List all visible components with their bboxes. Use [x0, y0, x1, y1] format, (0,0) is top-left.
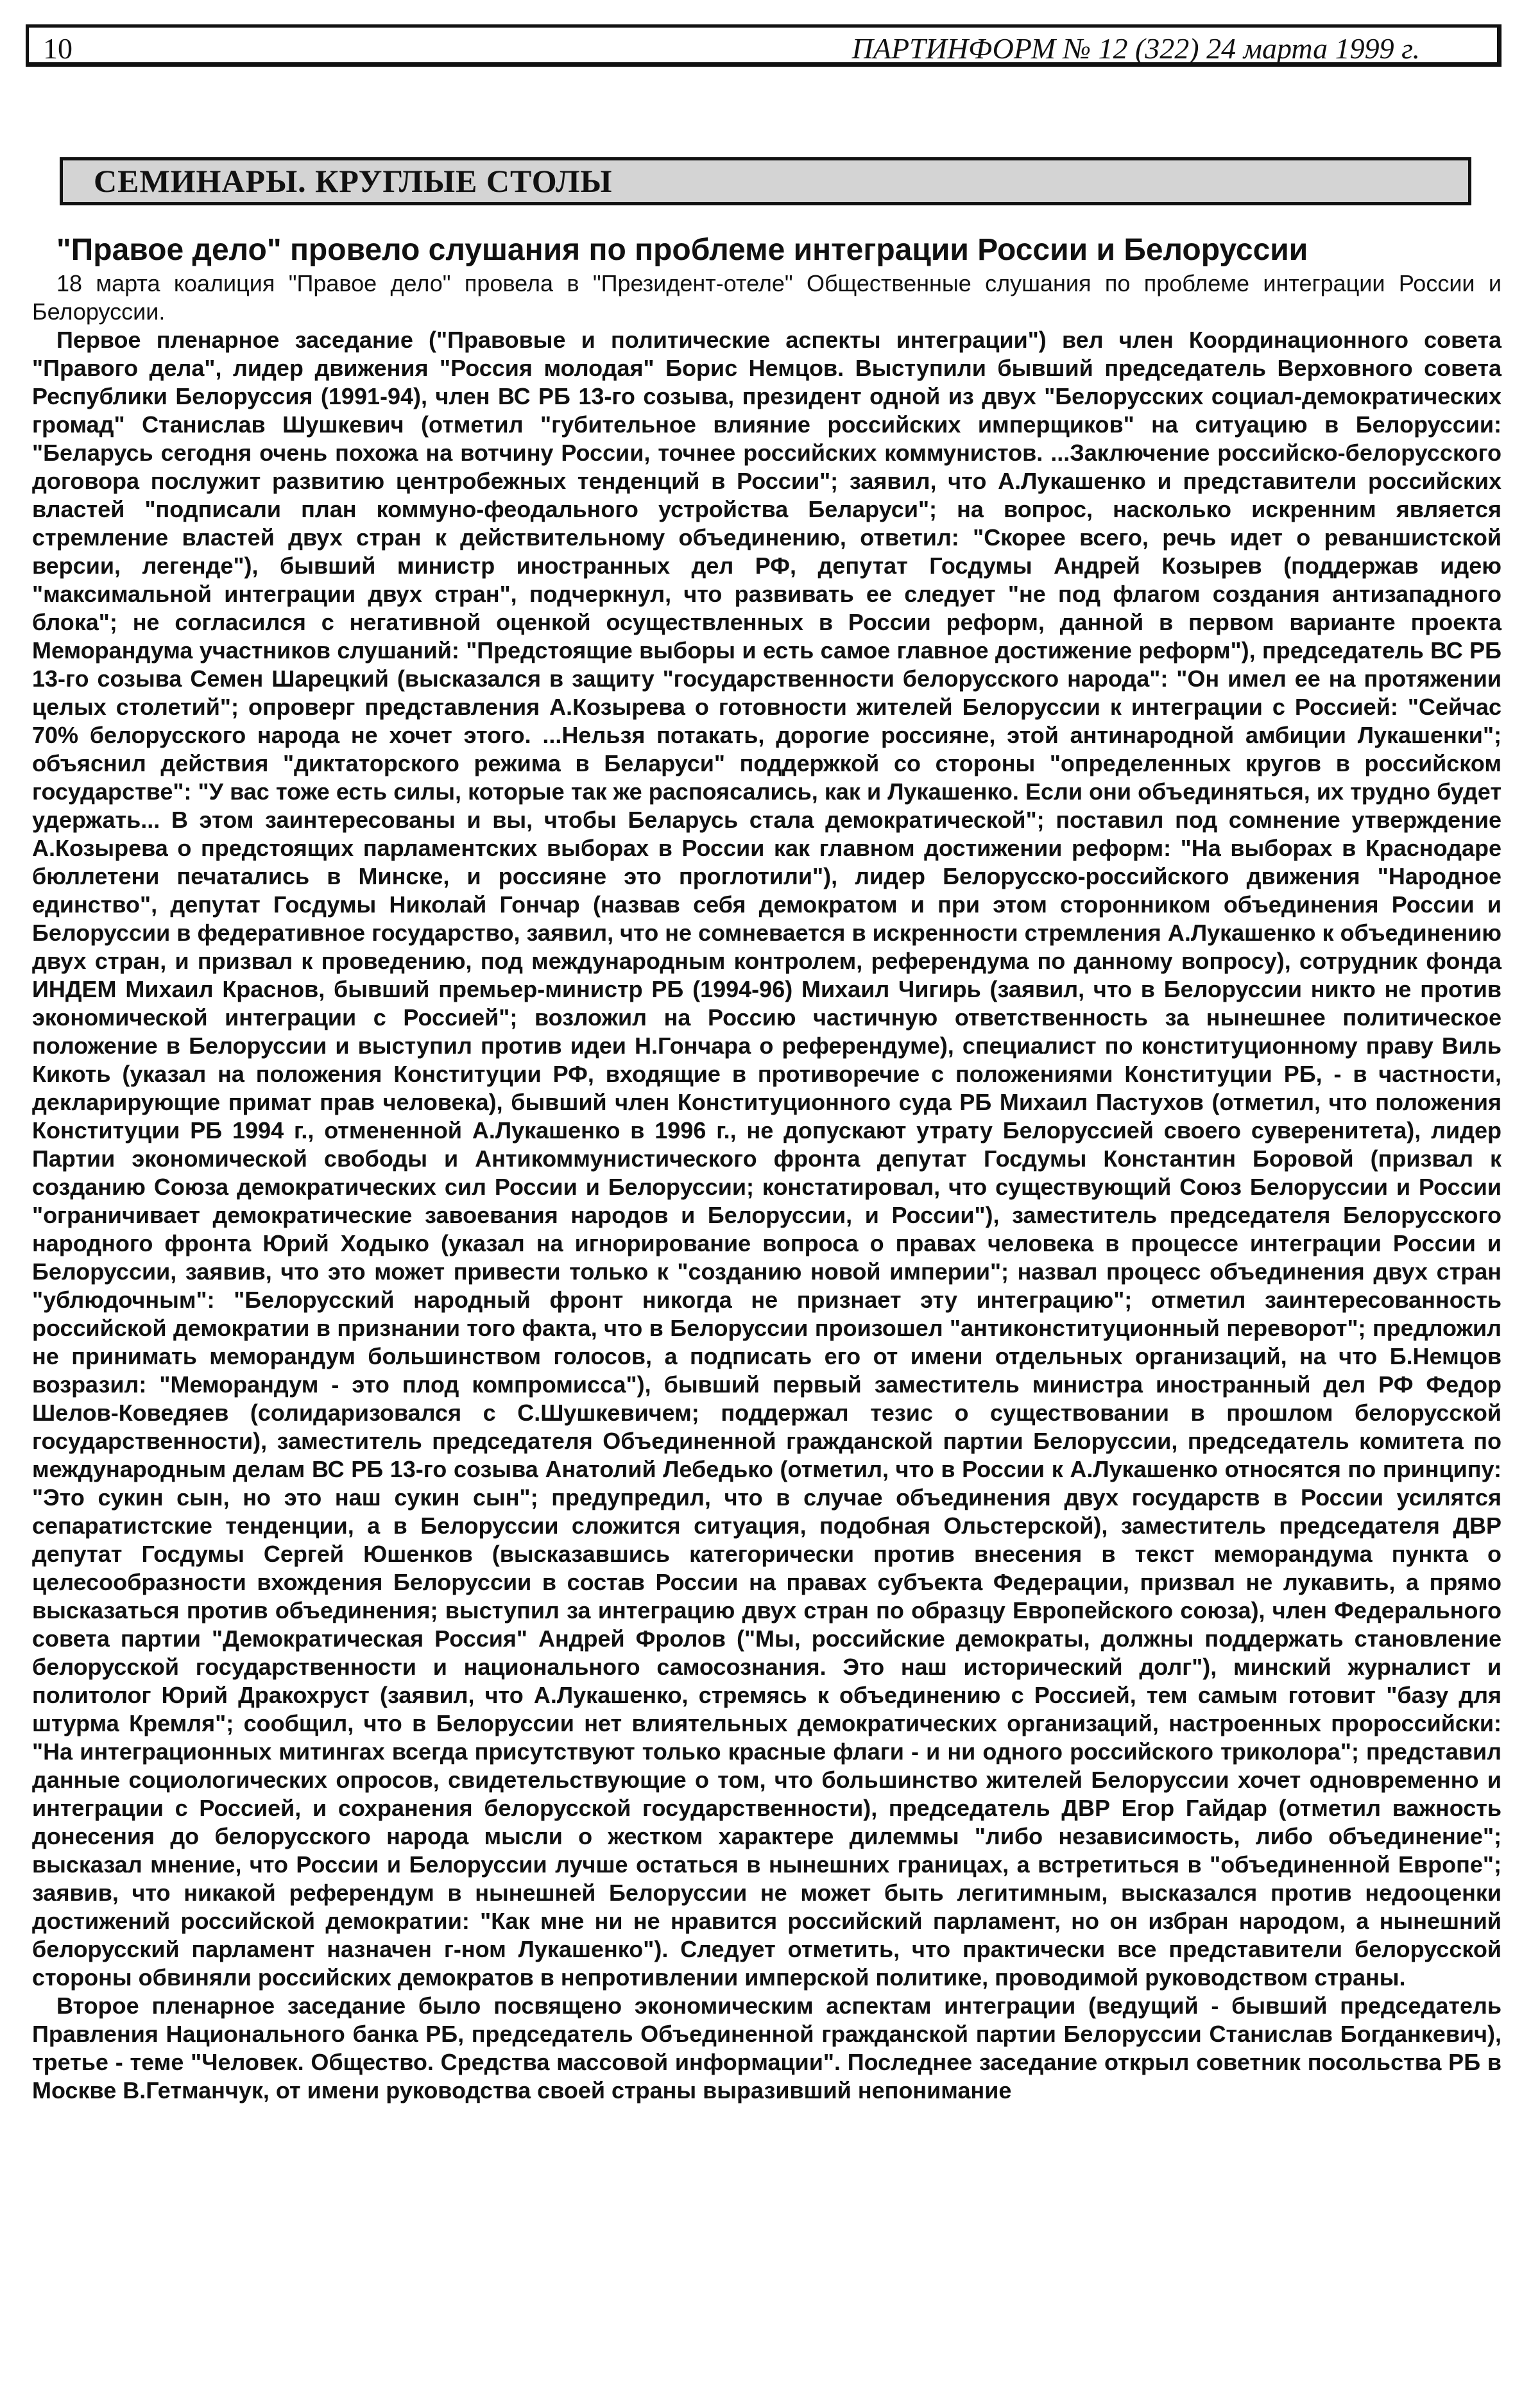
- article-title: "Правое дело" провело слушания по проблеме интеграции России и Белоруссии: [56, 233, 1308, 267]
- page-header: [26, 24, 1502, 67]
- lead-paragraph: 18 марта коалиция "Правое дело" провела в "Президент-отеле" Общественные слушания по проблеме интеграции России и Белоруссии.: [32, 270, 1502, 325]
- second-paragraph: Второе пленарное заседание было посвящено экономическим аспектам интеграции (ведущий - бывший председатель Правления Национального банка РБ, председатель Объединенной гражданской партии Белоруссии Станислав Богданкевич), третье - теме "Человек. Общество. Средства массовой информации". Последнее заседание открыл советник посольства РБ в Москве В.Гетманчук, от имени руководства своей страны выразивший непонимание: [32, 1992, 1502, 2104]
- article-body: [32, 270, 1502, 2105]
- page-number: 10: [43, 32, 73, 65]
- issue-info: ПАРТИНФОРМ № 12 (322) 24 марта 1999 г.: [851, 32, 1420, 65]
- main-paragraph: Первое пленарное заседание ("Правовые и политические аспекты интеграции") вел член Координационного совета "Правого дела", лидер движения "Россия молодая" Борис Немцов. Выступили бывший председатель Верховного совета Республики Белоруссия (1991-94), член ВС РБ 13-го созыва, президент одной из двух "Белорусских социал-демократических громад" Станислав Шушкевич (отметил "губительное влияние российских имперщиков" на ситуацию в Белоруссии: "Беларусь сегодня очень похожа на вотчину России, точнее российских коммунистов. ...Заключение российско-белорусского договора послужит развитию центробежных тенденций в России"; заявил, что А.Лукашенко и представители российских властей "подписали план коммуно-феодального устройства Беларуси"; на вопрос, насколько искренним является стремление властей двух стран к действительному объединению, ответил: "Скорее всего, речь идет о реваншистской версии, легенде"), бывший министр иностранных дел РФ, депутат Госдумы Андрей Козырев (поддержав идею "максимальной интеграции двух стран", подчеркнул, что развивать ее следует "не под флагом создания антизападного блока"; не согласился с негативной оценкой осуществленных в России реформ, данной в первом варианте проекта Меморандума участников слушаний: "Предстоящие выборы и есть самое главное достижение реформ"), председатель ВС РБ 13-го созыва Семен Шарецкий (высказался в защиту "государственности белорусского народа": "Он имел ее на протяжении целых столетий"; опроверг представления А.Козырева о готовности жителей Белоруссии к интеграции с Россией: "Сейчас 70% белорусского народа не хочет этого. ...Нельзя потакать, дорогие россияне, этой антинародной амбиции Лукашенки"; объяснил действия "диктаторского режима в Беларуси" поддержкой со стороны "определенных кругов в российском государстве": "У вас тоже есть силы, которые так же распоясались, как и Лукашенко. Если они объединяться, их трудно будет удержать... В этом заинтересованы и вы, чтобы Беларусь стала демократической"; поставил под сомнение утверждение А.Козырева о предстоящих парламентских выборах в России как главном достижении реформ: "На выборах в Краснодаре бюллетени печатались в Минске, и россияне это проглотили"), лидер Белорусско-российского движения "Народное единство", депутат Госдумы Николай Гончар (назвав себя демократом и при этом сторонником объединения России и Белоруссии в федеративное государство, заявил, что не сомневается в искренности стремления А.Лукашенко к объединению двух стран, и призвал к проведению, под международным контролем, референдума по данному вопросу), сотрудник фонда ИНДЕМ Михаил Краснов, бывший премьер-министр РБ (1994-96) Михаил Чигирь (заявил, что в Белоруссии никто не против экономической интеграции с Россией"; возложил на Россию частичную ответственность за нынешнее политическое положение в Белоруссии и выступил против идеи Н.Гончара о референдуме), специалист по конституционному праву Виль Кикоть (указал на положения Конституции РФ, входящие в противоречие с положениями Конституции РБ, - в частности, декларирующие примат прав человека), бывший член Конституционного суда РБ Михаил Пастухов (отметил, что положения Конституции РБ 1994 г., отмененной А.Лукашенко в 1996 г., не допускают утрату Белоруссией своего суверенитета), лидер Партии экономической свободы и Антикоммунистического фронта депутат Госдумы Константин Боровой (призвал к созданию Союза демократических сил России и Белоруссии; констатировал, что существующий Союз Белоруссии и России "ограничивает демократические завоевания народов и Белоруссии, и России"), заместитель председателя Белорусского народного фронта Юрий Ходыко (указал на игнорирование вопроса о правах человека в процессе интеграции России и Белоруссии, заявив, что это может привести только к "созданию новой империи"; назвал процесс объединения двух стран "ублюдочным": "Белорусский народный фронт никогда не признает эту интеграцию"; отметил заинтересованность российской демократии в признании того факта, что в Белоруссии произошел "антиконституционный переворот"; предложил не принимать меморандум большинством голосов, а подписать его от имени отдельных организаций, на что Б.Немцов возразил: "Меморандум - это плод компромисса"), бывший первый заместитель министра иностранный дел РФ Федор Шелов-Коведяев (солидаризовался с С.Шушкевичем; поддержал тезис о существовании в прошлом белорусской государственности), заместитель председателя Объединенной гражданской партии Белоруссии, председатель комитета по международным делам ВС РБ 13-го созыва Анатолий Лебедько (отметил, что в России к А.Лукашенко относятся по принципу: "Это сукин сын, но это наш сукин сын"; предупредил, что в случае объединения двух государств в России усилятся сепаратистские тенденции, а в Белоруссии сложится ситуация, подобная Ольстерской), заместитель председателя ДВР депутат Госдумы Сергей Юшенков (высказавшись категорически против внесения в текст меморандума пункта о целесообразности вхождения Белоруссии в состав России на правах субъекта Федерации, призвал не лукавить, а прямо высказаться против объединения; выступил за интеграцию двух стран по образцу Европейского союза), член Федерального совета партии "Демократическая Россия" Андрей Фролов ("Мы, российские демократы, должны поддержать становление белорусской государственности и национального самосознания. Это наш исторический долг"), минский журналист и политолог Юрий Дракохруст (заявил, что А.Лукашенко, стремясь к объединению с Россией, тем самым готовит "базу для штурма Кремля"; сообщил, что в Белоруссии нет влиятельных демократических организаций, настроенных пророссийски: "На интеграционных митингах всегда присутствуют только красные флаги - и ни одного российского триколора"; представил данные социологических опросов, свидетельствующие о том, что большинство жителей Белоруссии хочет одновременно и интеграции с Россией, и сохранения белорусской государственности), председатель ДВР Егор Гайдар (отметил важность донесения до белорусского народа мысли о жестком характере дилеммы "либо независимость, либо объединение"; высказал мнение, что России и Белоруссии лучше остаться в нынешних границах, а встретиться в "объединенной Европе"; заявив, что никакой референдум в нынешней Белоруссии не может быть легитимным, высказался против недооценки достижений российской демократии: "Как мне ни не нравится российский парламент, но он избран народом, а нынешний белорусский парламент назначен г-ном Лукашенко"). Следует отметить, что практически все представители белорусской стороны обвиняли российских демократов в непротивлении имперской политике, проводимой руководством страны.: [32, 327, 1502, 1991]
- section-heading: СЕМИНАРЫ. КРУГЛЫЕ СТОЛЫ: [60, 157, 1471, 205]
